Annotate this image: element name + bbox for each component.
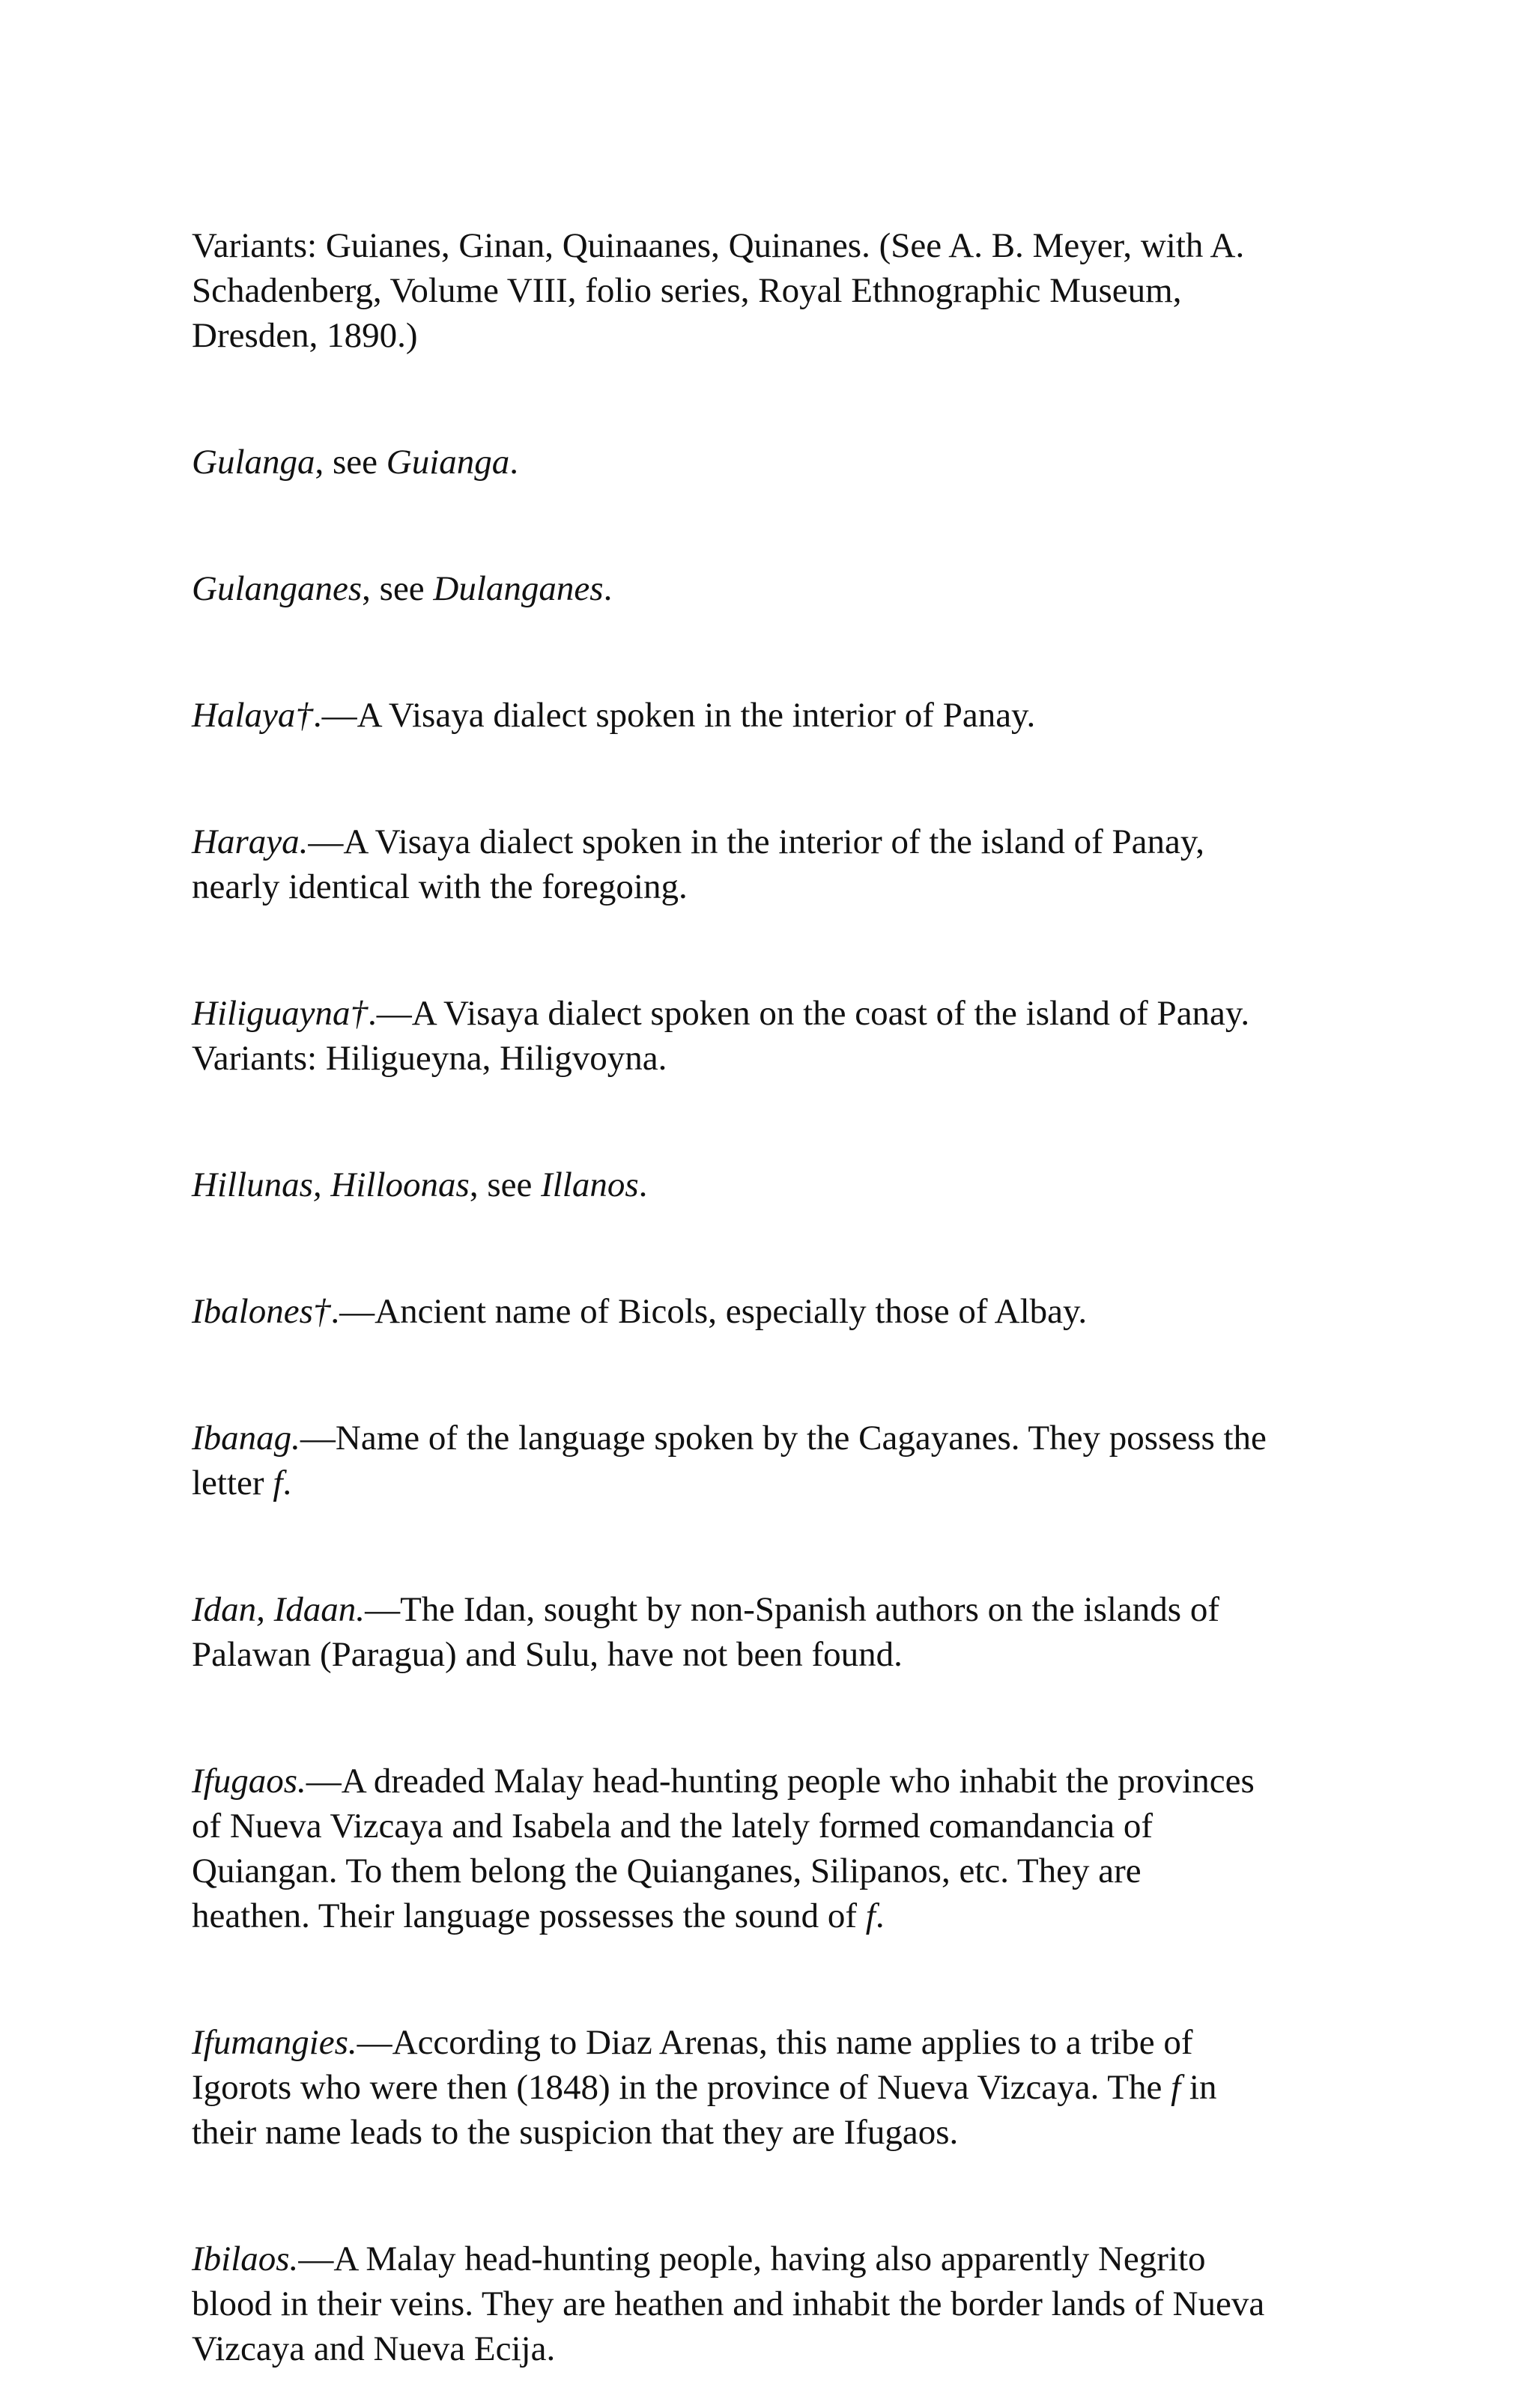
entry-haraya <box>192 774 1360 909</box>
entry-reference: Guianga <box>386 443 510 482</box>
entry-hiliguayna <box>192 946 1360 1081</box>
entry-term: Hillunas, Hilloonas <box>192 1165 470 1204</box>
entry-text: .—Ancient name of Bicols, especially those of Albay. <box>330 1292 1088 1331</box>
entry-text: .—A Visaya dialect spoken on the coast of the island of Panay. Variants: Hiligueyna, Hiligvoyna. <box>192 994 1250 1078</box>
entry-text: . <box>603 569 613 608</box>
entry-text: , see <box>469 1165 542 1204</box>
entry-text: , see <box>315 443 386 482</box>
entry-ifumangies <box>192 1975 1360 2155</box>
entry-text: .—A Visaya dialect spoken in the interior of Panay. <box>312 696 1036 735</box>
entry-text: in their name leads to the suspicion that they are Ifugaos. <box>192 2068 1217 2152</box>
entry-text: Variants: Guianes, Ginan, Quinaanes, Quinanes. (See A. B. Meyer, with A. Schadenberg, Volume VIII, folio series, Royal Ethnographic Museum, Dresden, 1890.) <box>192 226 1245 355</box>
entry-guianes-variants <box>192 178 1360 358</box>
entry-text: —A dreaded Malay head-hunting people who inhabit the provinces of Nueva Vizcaya and Isabela and the lately formed comandancia of Quiangan. To them belong the Quianganes, Silipanos, etc. They are heathen. Their language possesses the sound of <box>192 1762 1255 1935</box>
entry-term: Hiliguayna† <box>192 994 368 1033</box>
entry-gulanganes <box>192 521 1360 611</box>
entry-text: —Name of the language spoken by the Cagayanes. They possess the letter <box>192 1419 1267 1502</box>
entry-reference: Illanos <box>541 1165 639 1204</box>
entry-term: Idan, Idaan. <box>192 1590 366 1629</box>
entry-term: Ibanag. <box>192 1419 300 1458</box>
entry-term: Gulanganes <box>192 569 363 608</box>
entry-ibanag <box>192 1371 1360 1505</box>
entry-text: —A Malay head-hunting people, having also apparently Negrito blood in their veins. They are heathen and inhabit the border lands of Nueva Vizcaya and Nueva Ecija. <box>192 2239 1265 2368</box>
entry-text: . <box>509 443 519 482</box>
entry-term: Gulanga <box>192 443 315 482</box>
entry-text: —According to Diaz Arenas, this name applies to a tribe of Igorots who were then (1848) in the province of Nueva Vizcaya. The <box>192 2023 1193 2107</box>
entry-ifugaos <box>192 1714 1360 1938</box>
entry-text: . <box>638 1165 648 1204</box>
entry-text: . <box>875 1896 885 1935</box>
entry-text: , see <box>362 569 434 608</box>
entry-term: Ibalones† <box>192 1292 331 1331</box>
entry-text: —The Idan, sought by non-Spanish authors on the islands of Palawan (Paragua) and Sulu, have not been found. <box>192 1590 1219 1674</box>
entry-hillunas <box>192 1117 1360 1207</box>
entry-term: Halaya† <box>192 696 313 735</box>
document-page <box>192 178 1360 2408</box>
entry-text: —A Visaya dialect spoken in the interior of the island of Panay, nearly identical with the foregoing. <box>192 822 1205 906</box>
entry-text: . <box>282 1464 292 1502</box>
entry-reference: Dulanganes <box>433 569 604 608</box>
entry-ibilaos <box>192 2192 1360 2371</box>
entry-letter: f <box>1171 2068 1181 2107</box>
entry-gulanga <box>192 395 1360 485</box>
entry-idan <box>192 1542 1360 1677</box>
entry-term: Haraya. <box>192 822 309 861</box>
entry-halaya <box>192 648 1360 738</box>
entry-ibalones <box>192 1244 1360 1334</box>
entry-letter: f <box>273 1464 283 1502</box>
entry-term: Ifugaos. <box>192 1762 306 1801</box>
entry-term: Ibilaos. <box>192 2239 299 2278</box>
entry-term: Ifumangies. <box>192 2023 357 2062</box>
entry-letter: f <box>865 1896 876 1935</box>
